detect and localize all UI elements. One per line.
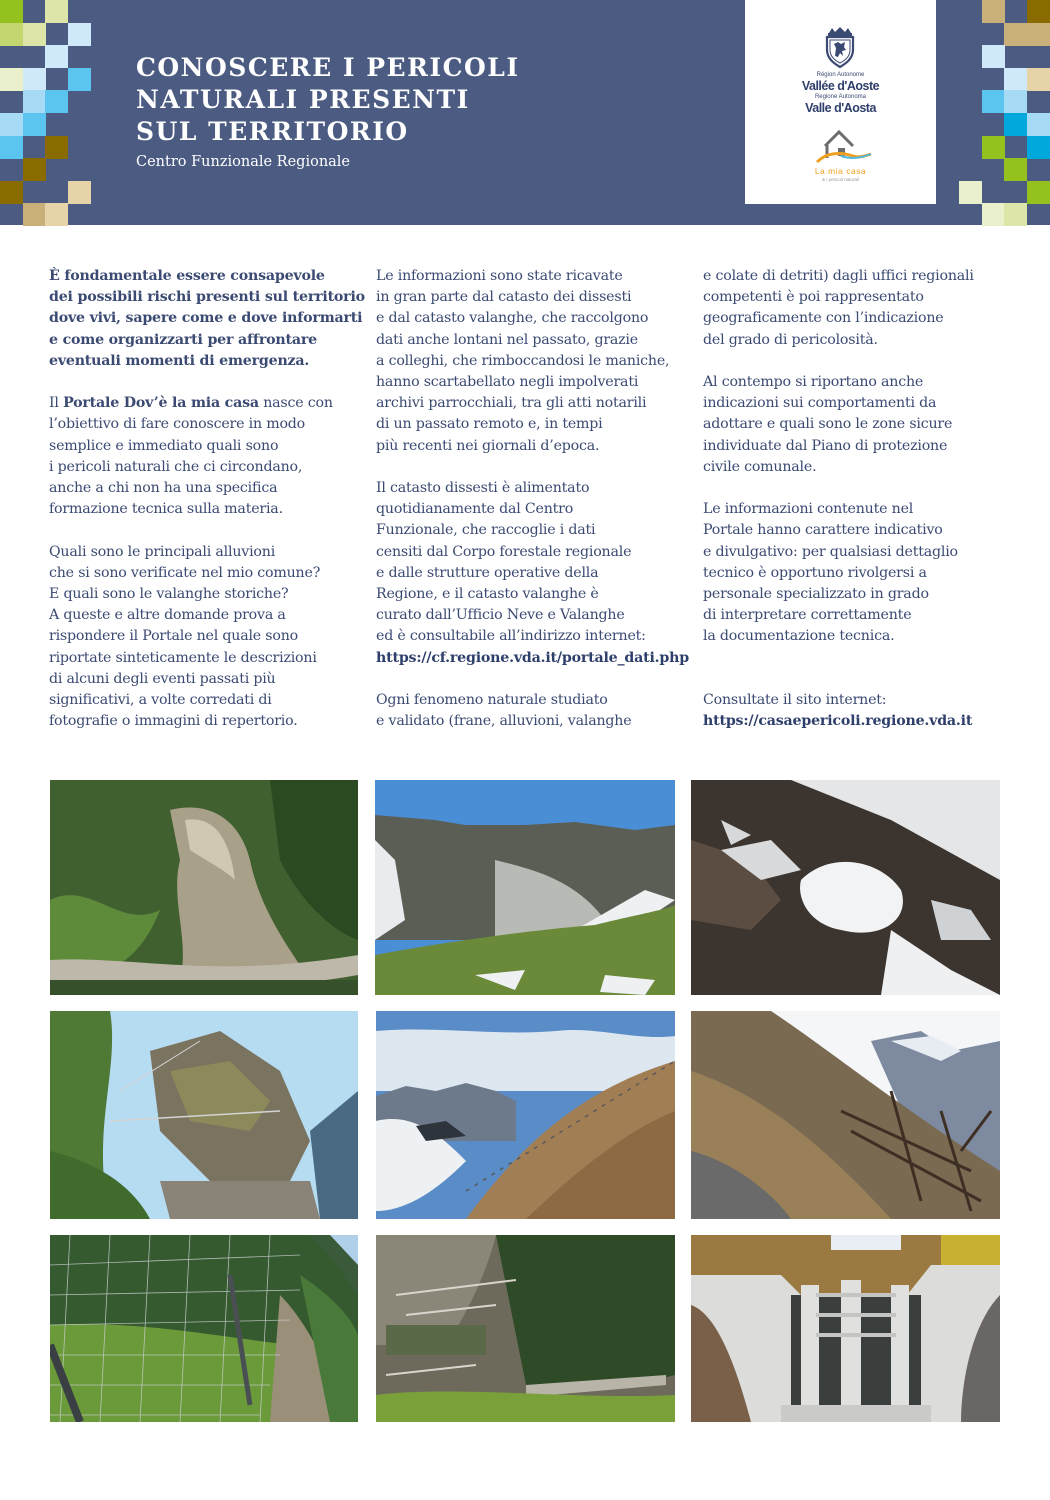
text-line: competenti è poi rappresentato [703,289,924,306]
portal-paragraph [49,393,349,520]
title-line: SUL TERRITORIO [136,117,409,146]
photo-rock-boulder-cables [50,1011,358,1219]
region-crest-icon [823,26,857,68]
photo-snow-bridges [691,1011,1000,1219]
photo-rockfall-mountain [375,780,675,995]
pixel-square [45,136,68,159]
behaviour-paragraph [703,372,1003,478]
text-line: anche a chi non ha una specifica [49,480,278,497]
pixel-square [1027,136,1050,159]
text-line: dove vivi, sapere come e dove informarti [49,310,363,327]
photo-debris-flow-works [376,1235,675,1422]
text-line: del grado di pericolosità. [703,331,878,348]
phenomena-paragraph [376,690,676,732]
text-line: e dal catasto valanghe, che raccolgono [376,310,649,327]
text-line: hanno scartabellato negli impolverati [376,374,639,391]
text-line: in gran parte dal catasto dei dissesti [376,289,632,306]
text-line: A queste e altre domande prova a [49,607,286,624]
photo-rockfall-net [50,1235,358,1422]
text-line: E quali sono le valanghe storiche? [49,586,289,603]
pixel-square [23,158,46,181]
text-line: individuate dal Piano di protezione [703,437,948,454]
text-column-1 [49,266,365,754]
pixel-square [68,68,91,91]
header-banner [0,0,1050,225]
pixel-square [1004,68,1027,91]
text-line: di un passato remoto e, in tempi [376,416,603,433]
pixel-square [23,113,46,136]
pixel-square [68,181,91,204]
pixel-square [1027,23,1050,46]
text-line: la documentazione tecnica. [703,628,895,645]
pixel-square [959,181,982,204]
pixel-square [982,45,1005,68]
text-line: dati anche lontani nel passato, grazie [376,331,638,348]
text-line: eventuali momenti di emergenza. [49,352,310,369]
text-line: riportate sinteticamente le descrizioni [49,649,317,666]
page-subtitle: Centro Funzionale Regionale [136,154,351,170]
title-line: CONOSCERE I PERICOLI [136,53,520,82]
text-line: significativi, a volte corredati di [49,692,272,709]
pixel-square [23,68,46,91]
portal-name: Portale Dov’è la mia casa [63,395,259,412]
text-line: l’obiettivo di fare conoscere in modo [49,416,306,433]
text-line: dei possibili rischi presenti sul territorio [49,289,365,306]
text-line: quotidianamente dal Centro [376,501,574,518]
pixel-square [1004,203,1027,226]
pixel-square [0,68,23,91]
pixel-square [45,45,68,68]
text-line: rispondere il Portale nel quale sono [49,628,299,645]
text-line: adottare e quali sono le zone sicure [703,416,953,433]
text-line: Quali sono le principali alluvioni [49,543,276,560]
text-line: archivi parrocchiali, tra gli atti notarili [376,395,647,412]
pixel-square [0,0,23,23]
text-column-3 [703,266,1003,754]
title-line: NATURALI PRESENTI [136,85,470,114]
pixel-square [45,90,68,113]
text-column-2 [376,266,689,754]
text-line: di alcuni degli eventi passati più [49,670,276,687]
text-line: Le informazioni sono state ricavate [376,268,623,284]
text-line: indicazioni sui comportamenti da [703,395,937,412]
catasto-paragraph [376,478,689,669]
text-line: e colate di detriti) dagli uffici regionali [703,268,974,284]
text-line: formazione tecnica sulla materia. [49,501,283,518]
text-line: semplice e immediato quali sono [49,437,279,454]
text-line: i pericoli naturali che ci circondano, [49,458,303,475]
text-line: Le informazioni contenute nel [703,501,914,518]
website-link[interactable]: https://casaepericoli.regione.vda.it [703,713,973,730]
casa-logo-title: La mia casa [814,166,867,176]
pixel-square [982,0,1005,23]
pixel-square [0,23,23,46]
pixel-square [1004,90,1027,113]
pixel-square [0,181,23,204]
website-paragraph [703,690,1003,732]
text-line: e validato (frane, alluvioni, valanghe [376,713,632,730]
pixel-square [1027,0,1050,23]
sources-paragraph [376,266,676,457]
text-line: Regione, e il catasto valanghe è [376,586,599,603]
text-line: a colleghi, che rimboccandosi le maniche, [376,352,670,369]
text-line: Consultate il sito internet: [703,692,887,709]
portale-dati-link[interactable]: https://cf.regione.vda.it/portale_dati.php [376,649,689,666]
disclaimer-paragraph [703,499,1003,647]
text-line: fotografie o immagini di repertorio. [49,713,298,730]
text-line: e dalle strutture operative della [376,564,599,581]
text-line: Funzionale, che raccoglie i dati [376,522,596,539]
text-line: ed è consultabile all’indirizzo internet: [376,628,646,645]
house-logo-icon [813,126,873,166]
photo-landslide-forest [50,780,358,995]
pixel-square [1004,23,1027,46]
pixel-square [23,90,46,113]
text-line: più recenti nei giornali d’epoca. [376,437,600,454]
pixel-square [0,136,23,159]
questions-paragraph [49,542,349,733]
text-fragment: Il [49,395,64,412]
pixel-square [1027,181,1050,204]
text-line: Il catasto dissesti è alimentato [376,480,590,497]
text-fragment: nasce con [258,395,333,412]
text-line: e come organizzarti per affrontare [49,331,317,348]
pixel-square [45,203,68,226]
pixel-square [1027,113,1050,136]
text-line: geograficamente con l’indicazione [703,310,944,327]
text-line: civile comunale. [703,458,817,475]
region-fr-label: Région Autonome [816,72,865,78]
casa-logo-subtitle: & i pericoli naturali [822,177,859,182]
pixel-square [1004,113,1027,136]
region-it-name: Valle d'Aosta [805,101,876,115]
region-it-label: Regione Autonoma [814,94,867,100]
text-line: curato dall’Ufficio Neve e Valanghe [376,607,625,624]
pixel-square [23,203,46,226]
pixel-square [1004,158,1027,181]
pixel-square [1027,68,1050,91]
page-title [136,52,656,148]
text-line: Portale hanno carattere indicativo [703,522,943,539]
text-line: È fondamentale essere consapevole [49,268,325,284]
text-line: Ogni fenomeno naturale studiato [376,692,608,709]
text-line: tecnico è opportuno rivolgersi a [703,564,927,581]
pixel-square [68,23,91,46]
text-line [49,393,349,414]
pixel-square [45,0,68,23]
pixel-square [23,23,46,46]
text-line: e divulgativo: per qualsiasi dettaglio [703,543,958,560]
text-line: Al contempo si riportano anche [703,374,924,390]
text-line: personale specializzato in grado [703,586,929,603]
text-line: di interpretare correttamente [703,607,912,624]
region-fr-name: Vallée d'Aoste [801,79,880,93]
photo-avalanche-barriers [376,1011,675,1219]
photo-check-dam [691,1235,1000,1422]
pixel-square [982,203,1005,226]
pixel-square [982,90,1005,113]
pixel-square [982,136,1005,159]
phenomena-continued-paragraph [703,266,1003,351]
pixel-square [0,113,23,136]
intro-paragraph [49,266,365,372]
text-line: censiti dal Corpo forestale regionale [376,543,632,560]
photo-avalanche-winter [691,780,1000,995]
logo-panel [745,0,936,204]
text-line: che si sono verificate nel mio comune? [49,564,321,581]
